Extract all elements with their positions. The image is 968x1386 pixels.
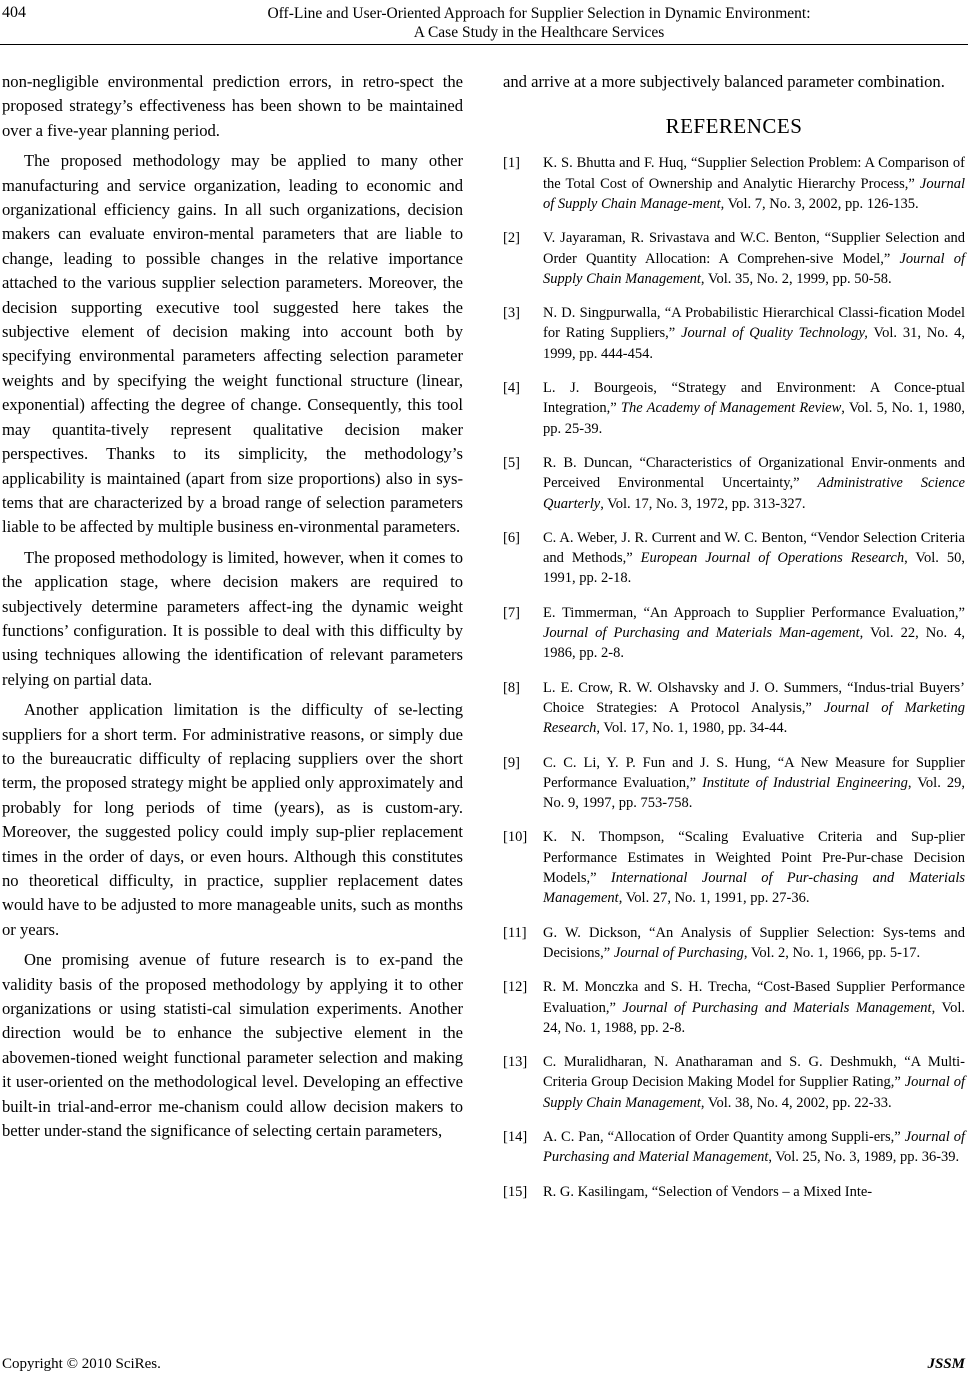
reference-text [543, 1127, 965, 1168]
reference-number: [2] [503, 230, 520, 247]
reference-number: [13] [503, 1054, 528, 1071]
reference-authors-title: C. C. Li, Y. P. Fun and J. S. Hung, “A New Measure for Supplier Performance Evaluation,” [543, 754, 965, 791]
reference-number: [7] [503, 604, 520, 621]
reference-authors-title: K. N. Thompson, “Scaling Evaluative Criteria and Sup-plier Performance Estimates in Weighted Point Pre-Pur-chase Decision Models,” [543, 829, 965, 887]
reference-text [543, 827, 965, 908]
reference-item [503, 923, 965, 964]
reference-details: , Vol. 38, No. 4, 2002, pp. 22-33. [700, 1094, 892, 1111]
reference-number: [3] [503, 305, 520, 322]
page-footer [0, 1356, 968, 1380]
reference-text [543, 378, 965, 439]
reference-text [543, 228, 965, 289]
reference-number: [12] [503, 979, 528, 996]
reference-number: [4] [503, 380, 520, 397]
reference-item [503, 378, 965, 439]
reference-details: , Vol. 22, No. 4, 1986, pp. 2-8. [543, 625, 966, 662]
journal-abbreviation: JSSM [927, 1356, 965, 1372]
reference-authors-title: K. S. Bhutta and F. Huq, “Supplier Selection Problem: A Comparison of the Total Cost of Ownership and Analytic Hierarchy Process,” [543, 155, 965, 192]
running-title-line-1: Off-Line and User-Oriented Approach for Supplier Selection in Dynamic Environment: [267, 5, 811, 22]
running-title [110, 4, 968, 42]
reference-authors-title: V. Jayaraman, R. Srivastava and W.C. Benton, “Supplier Selection and Order Quantity Allocation: A Comprehen-sive Model,” [543, 230, 965, 267]
reference-journal: Journal of Supply Chain Management [543, 1074, 965, 1111]
reference-details: Vol. 31, No. 4, 1999, pp. 444-454. [543, 325, 965, 362]
reference-journal: European Journal of Operations Research [640, 550, 905, 567]
reference-authors-title: E. Timmerman, “An Approach to Supplier Performance Evaluation,” [543, 604, 965, 621]
reference-item [503, 528, 965, 589]
reference-journal: Journal of Supply Chain Management [543, 250, 965, 287]
reference-number: [5] [503, 454, 520, 471]
reference-journal: Journal of Purchasing and Material Management [543, 1128, 965, 1166]
reference-text [543, 1052, 965, 1113]
reference-number: [15] [503, 1183, 528, 1200]
reference-text [543, 603, 965, 664]
reference-text [543, 753, 965, 814]
reference-details: Vol. 27, No. 1, 1991, pp. 27-36. [622, 890, 810, 907]
reference-details: , Vol. 2, No. 1, 1966, pp. 5-17. [743, 944, 921, 961]
reference-details: , Vol. 7, No. 3, 2002, pp. 126-135. [720, 196, 919, 212]
reference-item [503, 453, 965, 514]
body-paragraph: One promising avenue of future research is to ex-pand the validity basis of the proposed methodology by applying it to other organizations or using statisti-cal simulation experiments. Another direction would be to enhance the subjective element in the abovemen-tioned weight functional parameter selection and making it user-oriented on the methodological level. Developing an effective built-in trial-and-error me-chanism could allow decision makers to better under-stand the significance of selecting certain parameters, [2, 950, 463, 1141]
reference-journal: The Academy of Management Review [620, 400, 842, 417]
reference-number: [11] [503, 924, 527, 941]
reference-authors-title: R. G. Kasilingam, “Selection of Vendors – a Mixed Inte- [543, 1183, 873, 1200]
body-paragraph-continuation: and arrive at a more subjectively balanced parameter combination. [503, 72, 945, 91]
reference-details: , Vol. 17, No. 1, 1980, pp. 34-44. [596, 720, 788, 737]
body-paragraph: Another application limitation is the difficulty of se-lecting suppliers for a short term. For administrative reasons, or simply due to the bureaucratic difficulty of replacing suppliers over the short term, the proposed strategy might be applied only approximately and probably for long periods of time (years), as is custom-ary. Moreover, the suggested policy could imply sup-plier replacement times in the order of days, or even hours. Although this constitutes no theoretical difficulty, in practice, supplier replacement dates would have to be adjusted to more manageable units, such as months or years. [2, 700, 463, 939]
reference-text [543, 528, 965, 589]
reference-text [543, 303, 965, 364]
body-paragraph: The proposed methodology may be applied to many other manufacturing and service organization, leading to economic and organizational efficiency gains. In all such organizations, decision makers can evaluate environ-mental parameters that are liable to change, leading to possible changes in the relative importance attached to the various supplier selection parameters. Moreover, the decision supporting executive tool suggested here takes the subjective element of decision making into account both by specifying environmental parameters affecting selection parameter weights and by specifying the weight functional structure (linear, exponential) affecting the degree of change. Consequently, this tool may quantita-tively represent qualitative decision maker perspectives. Thanks to its simplicity, the methodology’s applicability is maintained (apart from size proportions) also in sys-tems that are characterized by a broad range of selection parameters liable to be affected by multiple business en-vironmental parameters. [2, 151, 463, 537]
page-header [0, 0, 968, 46]
reference-item [503, 977, 965, 1038]
reference-journal: Institute of Industrial Engineering [702, 774, 908, 791]
reference-journal: Administrative Science Quarterly [543, 475, 965, 512]
reference-text [543, 453, 965, 514]
reference-journal: Journal of Purchasing [613, 944, 744, 961]
reference-authors-title: C. Muralidharan, N. Anatharaman and S. G. Deshmukh, “A Multi-Criteria Group Decision Making Model for Supplier Rating,” [543, 1054, 965, 1091]
reference-number: [10] [503, 829, 528, 846]
reference-details: , Vol. 35, No. 2, 1999, pp. 50-58. [700, 270, 892, 287]
reference-authors-title: C. A. Weber, J. R. Current and W. C. Benton, “Vendor Selection Criteria and Methods,” [543, 529, 965, 567]
reference-text [543, 153, 965, 214]
body-paragraph: The proposed methodology is limited, however, when it comes to the application stage, where decision makers are required to subjectively determine parameters affect-ing the dynamic weight functions’ configuration. It is possible to deal with this difficulty by using techniques allowing the identification of relevant parameters relying on partial data. [2, 547, 463, 689]
reference-authors-title: L. E. Crow, R. W. Olshavsky and J. O. Summers, “Indus-trial Buyers’ Choice Strategies: A Protocol Analysis,” [543, 679, 965, 716]
reference-item [503, 153, 965, 214]
reference-text [543, 678, 965, 739]
references-heading: REFERENCES [665, 114, 803, 139]
reference-authors-title: N. D. Singpurwalla, “A Probabilistic Hierarchical Classi-fication Model for Rating Suppliers,” [543, 305, 965, 342]
reference-item [503, 753, 965, 814]
reference-journal: International Journal of Pur-chasing and Materials Management, [543, 870, 965, 907]
reference-number: [9] [503, 754, 520, 771]
reference-item [503, 1052, 965, 1113]
reference-journal: Journal of Purchasing and Materials Man-agement [543, 625, 860, 642]
reference-number: [14] [503, 1128, 528, 1145]
reference-details: , Vol. 17, No. 3, 1972, pp. 313-327. [600, 495, 806, 512]
reference-text [543, 1182, 965, 1202]
reference-text [543, 923, 965, 964]
reference-text [543, 977, 965, 1038]
reference-authors-title: G. W. Dickson, “An Analysis of Supplier Selection: Sys-tems and Decisions,” [543, 924, 965, 961]
copyright-notice: Copyright © 2010 SciRes. [2, 1356, 161, 1372]
reference-item [503, 827, 965, 908]
reference-details: , Vol. 5, No. 1, 1980, pp. 25-39. [543, 400, 965, 437]
reference-details: , Vol. 50, 1991, pp. 2-18. [543, 550, 966, 587]
running-title-line-2: A Case Study in the Healthcare Services [413, 24, 665, 41]
reference-item [503, 678, 965, 739]
reference-authors-title: R. B. Duncan, “Characteristics of Organizational Envir-onments and Perceived Environmental Uncertainty,” [543, 454, 965, 492]
page-number: 404 [2, 4, 26, 21]
reference-item [503, 603, 965, 664]
left-column [2, 70, 463, 1143]
reference-journal: Journal of Marketing Research [543, 699, 965, 737]
reference-journal: Journal of Purchasing and Materials Management [622, 999, 932, 1016]
reference-authors-title: R. M. Monczka and S. H. Trecha, “Cost-Based Supplier Performance Evaluation,” [543, 979, 965, 1016]
reference-number: [6] [503, 529, 520, 546]
reference-item [503, 303, 965, 364]
reference-journal: Journal of Supply Chain Manage-ment [543, 175, 965, 212]
reference-journal: Journal of Quality Technology, [681, 325, 868, 342]
reference-list [503, 153, 965, 1201]
reference-details: , Vol. 29, No. 9, 1997, pp. 753-758. [543, 774, 966, 812]
reference-authors-title: L. J. Bourgeois, “Strategy and Environment: A Conce-ptual Integration,” [543, 380, 965, 417]
reference-details: , Vol. 24, No. 1, 1988, pp. 2-8. [543, 999, 965, 1036]
right-column [503, 70, 965, 1216]
reference-number: [8] [503, 679, 520, 696]
reference-item [503, 1182, 965, 1202]
reference-item [503, 1127, 965, 1168]
body-paragraph: non-negligible environmental prediction errors, in retro-spect the proposed strategy’s effectiveness has been shown to be maintained over a five-year planning period. [2, 72, 463, 140]
reference-authors-title: A. C. Pan, “Allocation of Order Quantity among Suppli-ers,” [543, 1128, 905, 1145]
reference-item [503, 228, 965, 289]
reference-number: [1] [503, 155, 520, 172]
reference-details: , Vol. 25, No. 3, 1989, pp. 36-39. [768, 1149, 960, 1166]
header-rule [0, 44, 968, 45]
